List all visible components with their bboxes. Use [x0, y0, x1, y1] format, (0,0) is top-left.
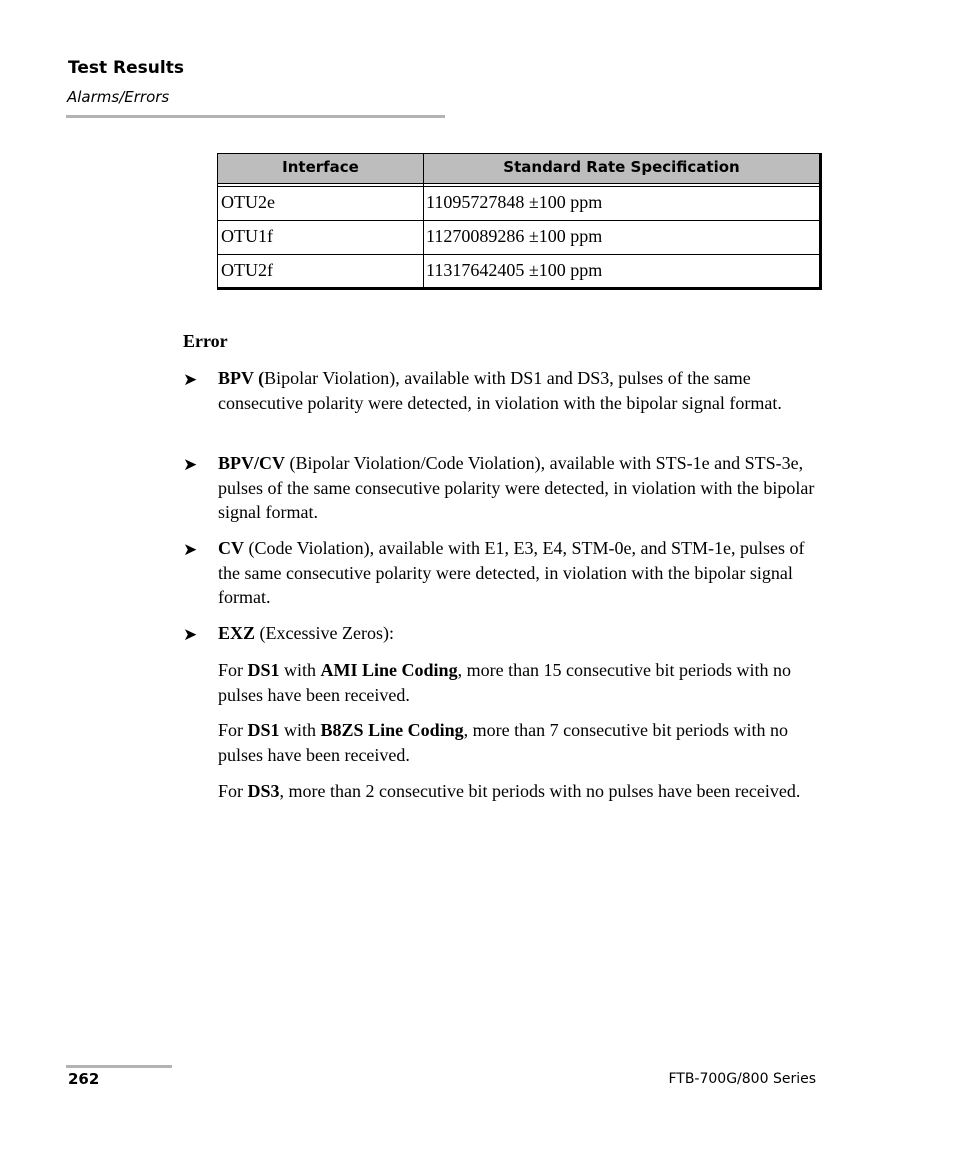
bullet-arrow-icon: ➤ — [183, 625, 198, 644]
error-term: BPV ( — [218, 368, 265, 388]
text-run: with — [279, 660, 321, 680]
text-run: , more than 2 consecutive bit periods with no pulses have been received. — [279, 781, 801, 801]
exz-paragraph-ds1-ami — [218, 658, 818, 707]
bullet-arrow-icon: ➤ — [183, 455, 198, 474]
bullet-arrow-icon: ➤ — [183, 370, 198, 389]
bold-term: DS1 — [247, 720, 280, 740]
text-run: , more than 7 consecutive bit periods with no pulses have been received. — [218, 720, 789, 765]
error-term: BPV/CV — [218, 453, 285, 473]
error-term: EXZ — [218, 623, 256, 643]
text-run: For — [218, 660, 248, 680]
error-item-cv — [218, 536, 818, 610]
table-row — [218, 221, 819, 255]
page-section-subtitle: Alarms/Errors — [67, 88, 170, 106]
table-column-divider — [423, 154, 424, 287]
page-number: 262 — [68, 1070, 100, 1088]
table-row — [218, 187, 819, 221]
error-item-exz — [218, 621, 818, 646]
text-run: For — [218, 781, 248, 801]
header-divider — [66, 115, 445, 118]
bold-term: DS3 — [247, 781, 280, 801]
table-cell-interface: OTU2f — [221, 260, 273, 280]
error-item-bpv — [218, 366, 818, 415]
table-row — [218, 255, 819, 288]
error-heading: Error — [183, 331, 228, 351]
error-description: Bipolar Violation), available with DS1 and DS3, pulses of the same consecutive polarity were detected, in violation with the bipolar signal format. — [218, 368, 782, 413]
table-cell-rate: 11270089286 ±100 ppm — [426, 226, 603, 246]
bullet-arrow-icon: ➤ — [183, 540, 198, 559]
exz-paragraph-ds3 — [218, 779, 818, 804]
error-description: (Code Violation), available with E1, E3, E4, STM-0e, and STM-1e, pulses of the same consecutive polarity were detected, in violation with the bipolar signal format. — [218, 538, 805, 607]
error-description: (Bipolar Violation/Code Violation), available with STS-1e and STS-3e, pulses of the same consecutive polarity were detected, in violation with the bipolar signal format. — [218, 453, 815, 522]
table-cell-rate: 11317642405 ±100 ppm — [426, 260, 603, 280]
table-cell-interface: OTU2e — [221, 192, 275, 212]
product-series: FTB-700G/800 Series — [668, 1071, 816, 1087]
table-cell-interface: OTU1f — [221, 226, 273, 246]
text-run: , more than 15 consecutive bit periods with no pulses have been received. — [218, 660, 792, 705]
table-header-row — [218, 154, 819, 184]
table-header-interface: Interface — [282, 158, 359, 176]
error-item-bpv-cv — [218, 451, 818, 525]
bold-term: DS1 — [247, 660, 280, 680]
exz-paragraph-ds1-b8zs — [218, 718, 818, 767]
table-header-rate: Standard Rate Specification — [503, 158, 740, 176]
bold-term: AMI Line Coding — [320, 660, 458, 680]
error-term: CV — [218, 538, 244, 558]
error-description: (Excessive Zeros): — [255, 623, 394, 643]
text-run: For — [218, 720, 248, 740]
table-cell-rate: 11095727848 ±100 ppm — [426, 192, 603, 212]
footer-divider — [66, 1065, 172, 1068]
rate-spec-table — [217, 153, 822, 290]
text-run: with — [279, 720, 321, 740]
page-section-title: Test Results — [68, 58, 184, 78]
bold-term: B8ZS Line Coding — [320, 720, 464, 740]
